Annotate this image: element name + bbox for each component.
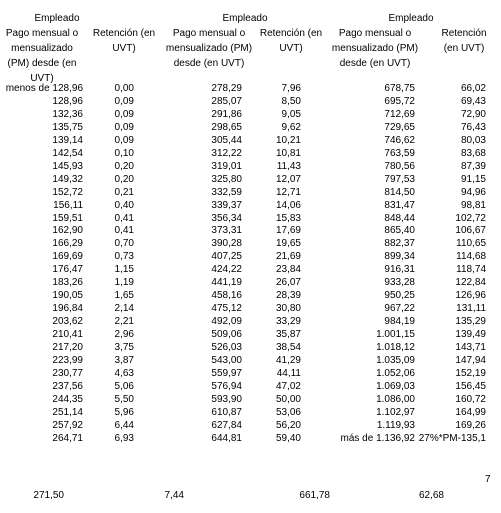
- table-cell: 899,34: [384, 251, 415, 263]
- table-cell: 3,75: [114, 342, 134, 353]
- table-cell: 10,81: [275, 147, 301, 159]
- table-cell: 26,07: [275, 277, 301, 289]
- last-row-cell: 7,44: [164, 490, 184, 501]
- table-cell: 831,47: [384, 199, 415, 211]
- table-cell: 156,11: [53, 199, 83, 211]
- last-row-cell: 271,50: [33, 490, 64, 501]
- table-cell: 131,11: [456, 303, 486, 315]
- table-cell: 424,22: [211, 264, 242, 276]
- table-cell: 0,41: [114, 212, 134, 224]
- table-cell: 0,09: [114, 121, 134, 133]
- table-cell: 2,96: [114, 329, 134, 341]
- table-cell: 30,80: [275, 303, 301, 315]
- table-cell: 76,43: [460, 121, 486, 133]
- table-cell: 695,72: [384, 95, 415, 107]
- col5-header-line: desde (en UVT): [339, 58, 411, 69]
- table-cell: 159,51: [52, 212, 83, 224]
- table-cell: 475,12: [211, 303, 242, 315]
- table-cell: 0,73: [114, 251, 134, 263]
- table-cell: 543,00: [211, 354, 242, 366]
- table-cell: 264,71: [52, 432, 83, 444]
- table-cell: 135,75: [52, 121, 83, 133]
- table-cell: 1,19: [114, 277, 134, 289]
- table-cell: 33,29: [275, 316, 301, 328]
- col4-header-line: Retención (en: [259, 28, 323, 39]
- col2-header: [88, 26, 160, 56]
- table-cell: 644,81: [211, 432, 242, 444]
- table-cell: 44,11: [276, 367, 301, 379]
- table-cell: 291,86: [211, 108, 242, 120]
- table-cell: 106,67: [455, 225, 486, 237]
- table-cell: 196,84: [52, 303, 83, 315]
- table-cell: menos de 128,96: [5, 83, 83, 94]
- col6-header: [433, 26, 495, 56]
- group-title-2: Empleado: [222, 13, 268, 24]
- table-cell: 164,99: [455, 406, 486, 418]
- table-cell: 139,49: [455, 329, 486, 341]
- table-cell: 10,21: [275, 134, 301, 146]
- table-cell: 492,09: [211, 316, 242, 328]
- table-cell: 797,53: [384, 173, 415, 185]
- table-cell: 94,96: [460, 186, 486, 198]
- table-cell: 80,03: [460, 134, 486, 146]
- table-cell: 882,37: [384, 238, 415, 250]
- table-cell: 559,97: [211, 367, 242, 379]
- group-title-1: Empleado: [34, 13, 80, 24]
- table-cell: 257,92: [52, 419, 83, 431]
- col6-header-line: (en UVT): [443, 43, 485, 54]
- table-cell: 27%*PM-135,1: [418, 432, 486, 444]
- table-cell: 526,03: [211, 342, 242, 353]
- table-cell: 0,00: [114, 83, 134, 94]
- table-cell: 7,96: [281, 83, 301, 94]
- table-cell: 407,25: [211, 251, 242, 263]
- table-cell: 183,26: [52, 277, 83, 289]
- table-cell: 678,75: [384, 83, 415, 94]
- table-cell: 162,90: [52, 225, 83, 237]
- table-cell: 0,41: [114, 225, 134, 237]
- table-cell: 237,56: [52, 380, 83, 392]
- table-cell: 190,05: [52, 290, 83, 302]
- col4-header: [255, 26, 327, 56]
- table-cell: 390,28: [211, 238, 242, 250]
- table-cell: 126,96: [455, 290, 486, 302]
- col5-header-line: Pago mensual o: [338, 28, 412, 39]
- col1-header: [1, 26, 83, 86]
- table-cell: 1.102,97: [376, 406, 415, 418]
- table-cell: 210,41: [52, 329, 83, 341]
- col1-header-line: mensualizado: [11, 43, 73, 54]
- table-cell: 763,59: [384, 147, 415, 159]
- table-cell: 0,10: [114, 147, 134, 159]
- table-cell: 3,87: [114, 354, 134, 366]
- table-cell: 9,05: [281, 108, 301, 120]
- table-cell: 780,56: [384, 160, 415, 172]
- table-cell: 593,90: [211, 393, 242, 405]
- table-cell: 102,72: [455, 212, 486, 224]
- col3-header-line: desde (en UVT): [173, 58, 245, 69]
- table-cell: 729,65: [384, 121, 415, 133]
- table-cell: 576,94: [211, 380, 242, 392]
- table-cell: más de 1.136,92: [340, 432, 415, 444]
- table-cell: 19,65: [275, 238, 301, 250]
- table-cell: 1.069,03: [376, 380, 415, 392]
- table-cell: 142,54: [52, 147, 83, 159]
- table-cell: 0,70: [114, 238, 134, 250]
- table-cell: 373,31: [211, 225, 242, 237]
- table-cell: 38,54: [275, 342, 301, 353]
- table-cell: 1.119,93: [376, 419, 415, 431]
- table-cell: 152,72: [52, 186, 83, 198]
- table-cell: 87,39: [460, 160, 486, 172]
- table-cell: 156,45: [455, 380, 486, 392]
- table-cell: 152,19: [455, 367, 486, 379]
- table-cell: 0,09: [114, 108, 134, 120]
- table-cell: 149,32: [52, 173, 83, 185]
- table-cell: 0,40: [114, 199, 134, 211]
- table-cell: 230,77: [52, 367, 83, 379]
- table-cell: 145,93: [52, 160, 83, 172]
- table-cell: 848,44: [384, 212, 415, 224]
- col1-header-line: (PM) desde (en: [7, 58, 77, 69]
- table-cell: 298,65: [211, 121, 242, 133]
- col3-header-line: mensualizado (PM): [165, 43, 253, 54]
- table-cell: 244,35: [52, 393, 83, 405]
- table-cell: 627,84: [211, 419, 242, 431]
- col5-header: [326, 26, 424, 71]
- table-cell: 933,28: [384, 277, 415, 289]
- col3-header-line: Pago mensual o: [172, 28, 246, 39]
- table-cell: 5,96: [114, 406, 134, 418]
- table-cell: 169,69: [52, 251, 83, 263]
- last-row-cell: 62,68: [418, 490, 444, 501]
- table-cell: 441,19: [211, 277, 242, 289]
- table-cell: 135,29: [455, 316, 486, 328]
- table-cell: 325,80: [211, 173, 242, 185]
- table-cell: 1.001,15: [376, 329, 415, 341]
- table-cell: 916,31: [384, 264, 415, 276]
- table-cell: 746,62: [384, 134, 415, 146]
- table-cell: 98,81: [460, 199, 486, 211]
- table-cell: 0,20: [114, 160, 134, 172]
- table-cell: 285,07: [211, 95, 242, 107]
- col2-header-line: Retención (en: [92, 28, 156, 39]
- col1-header-line: Pago mensual o: [5, 28, 79, 39]
- table-cell: 950,25: [384, 290, 415, 302]
- table-cell: 114,68: [456, 251, 486, 263]
- col6-header-line: Retención: [441, 28, 487, 39]
- table-cell: 2,21: [114, 316, 134, 328]
- table-cell: 6,44: [114, 419, 134, 431]
- table-cell: 66,02: [460, 83, 486, 94]
- table-cell: 169,26: [455, 419, 486, 431]
- table-cell: 509,06: [211, 329, 242, 341]
- table-cell: 865,40: [384, 225, 415, 237]
- table-cell: 72,90: [460, 108, 486, 120]
- table-cell: 2,14: [114, 303, 134, 315]
- table-cell: 356,34: [211, 212, 242, 224]
- table-cell: 278,29: [211, 83, 242, 94]
- table-cell: 83,68: [460, 147, 486, 159]
- table-cell: 132,36: [52, 108, 83, 120]
- table-cell: 984,19: [384, 316, 415, 328]
- table-cell: 217,20: [52, 342, 83, 353]
- table-cell: 1,15: [114, 264, 134, 276]
- table-cell: 147,94: [455, 354, 486, 366]
- table-cell: 9,62: [281, 121, 301, 133]
- table-cell: 1,65: [114, 290, 134, 302]
- table-cell: 69,43: [460, 95, 486, 107]
- table-cell: 176,47: [52, 264, 83, 276]
- table-cell: 110,65: [456, 238, 486, 250]
- table-cell: 17,69: [275, 225, 301, 237]
- table-cell: 339,37: [211, 199, 242, 211]
- table-cell: 0,20: [114, 173, 134, 185]
- table-cell: 312,22: [211, 147, 242, 159]
- table-cell: 610,87: [211, 406, 242, 418]
- table-cell: 41,29: [275, 354, 301, 366]
- table-cell: 5,06: [114, 380, 134, 392]
- table-cell: 814,50: [384, 186, 415, 198]
- table-cell: 332,59: [211, 186, 242, 198]
- table-cell: 712,69: [384, 108, 415, 120]
- table-cell: 1.018,12: [376, 342, 415, 353]
- col1-header-line: UVT): [30, 73, 54, 84]
- table-cell: 128,96: [52, 95, 83, 107]
- table-cell: 118,74: [456, 264, 486, 276]
- table-cell: 35,87: [275, 329, 301, 341]
- table-cell: 4,63: [114, 367, 134, 379]
- table-cell: 21,69: [275, 251, 301, 263]
- table-cell: 122,84: [455, 277, 486, 289]
- table-cell: 28,39: [275, 290, 301, 302]
- table-cell: 91,15: [460, 173, 486, 185]
- table-cell: 1.052,06: [376, 367, 415, 379]
- table-cell: 139,14: [52, 134, 83, 146]
- table-cell: 0,09: [114, 134, 134, 146]
- table-cell: 53,06: [275, 406, 301, 418]
- group-title-3: Empleado: [388, 13, 434, 24]
- formula-wrap-fragment: 7: [485, 474, 491, 485]
- table-cell: 166,29: [52, 238, 83, 250]
- table-cell: 23,84: [275, 264, 301, 276]
- table-cell: 47,02: [275, 380, 301, 392]
- col5-header-line: mensualizado (PM): [331, 43, 419, 54]
- table-cell: 160,72: [455, 393, 486, 405]
- table-cell: 0,09: [114, 95, 134, 107]
- table-cell: 5,50: [114, 393, 134, 405]
- table-cell: 8,50: [281, 95, 301, 107]
- table-cell: 12,71: [275, 186, 301, 198]
- table-cell: 59,40: [275, 432, 301, 444]
- table-cell: 12,07: [275, 173, 301, 185]
- table-cell: 15,83: [275, 212, 301, 224]
- table-cell: 1.035,09: [376, 354, 415, 366]
- table-cell: 319,01: [211, 160, 242, 172]
- table-cell: 305,44: [211, 134, 242, 146]
- table-cell: 458,16: [211, 290, 242, 302]
- table-cell: 56,20: [275, 419, 301, 431]
- table-cell: 6,93: [114, 432, 134, 444]
- table-cell: 14,06: [275, 199, 301, 211]
- table-cell: 223,99: [52, 354, 83, 366]
- table-cell: 251,14: [52, 406, 83, 418]
- table-cell: 1.086,00: [376, 393, 415, 405]
- table-cell: 203,62: [52, 316, 83, 328]
- table-cell: 50,00: [275, 393, 301, 405]
- table-cell: 967,22: [384, 303, 415, 315]
- table-cell: 0,21: [114, 186, 134, 198]
- table-cell: 11,43: [276, 160, 301, 172]
- col4-header-line: UVT): [279, 43, 303, 54]
- table-cell: 143,71: [455, 342, 486, 353]
- last-row-cell: 661,78: [299, 490, 330, 501]
- col3-header: [161, 26, 257, 71]
- col2-header-line: UVT): [112, 43, 136, 54]
